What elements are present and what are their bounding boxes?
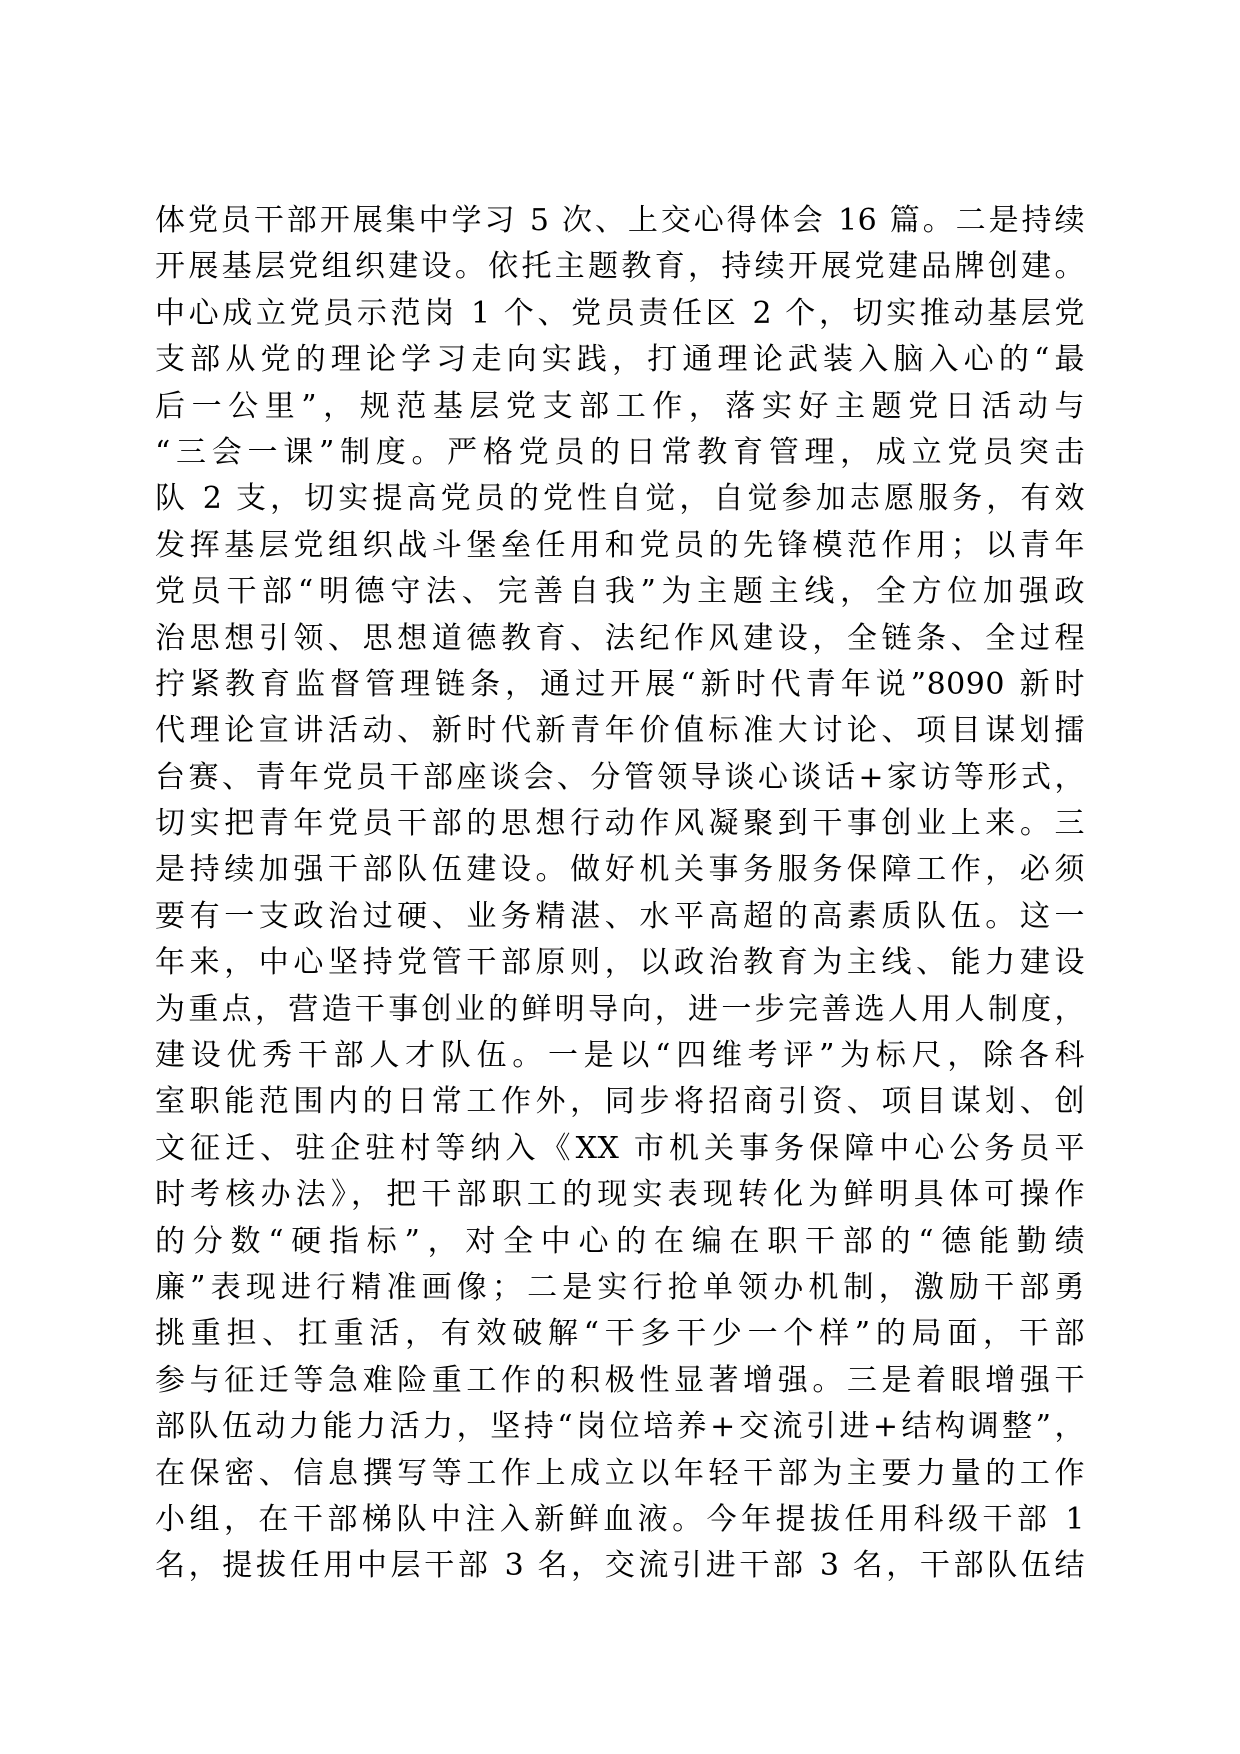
text-line: 小组，在干部梯队中注入新鲜血液。今年提拔任用科级干部 1 — [155, 1501, 1085, 1537]
text-line: 廉”表现进行精准画像；二是实行抢单领办机制，激励干部勇 — [155, 1269, 1085, 1305]
text-line: 开展基层党组织建设。依托主题教育，持续开展党建品牌创建。 — [155, 249, 1085, 285]
text-line: “三会一课”制度。严格党员的日常教育管理，成立党员突击 — [155, 434, 1085, 470]
text-line: 队 2 支，切实提高党员的党性自觉，自觉参加志愿服务，有效 — [155, 481, 1085, 517]
text-line: 是持续加强干部队伍建设。做好机关事务服务保障工作，必须 — [155, 852, 1085, 888]
text-line: 年来，中心坚持党管干部原则，以政治教育为主线、能力建设 — [155, 945, 1085, 981]
text-line: 参与征迁等急难险重工作的积极性显著增强。三是着眼增强干 — [155, 1362, 1085, 1398]
text-line: 挑重担、扛重活，有效破解“干多干少一个样”的局面，干部 — [155, 1316, 1085, 1352]
text-line: 要有一支政治过硬、业务精湛、水平高超的高素质队伍。这一 — [155, 898, 1085, 934]
text-line: 时考核办法》，把干部职工的现实表现转化为鲜明具体可操作 — [155, 1177, 1085, 1213]
text-line: 党员干部“明德守法、完善自我”为主题主线，全方位加强政 — [155, 574, 1085, 610]
body-text — [155, 198, 1085, 1590]
text-line: 室职能范围内的日常工作外，同步将招商引资、项目谋划、创 — [155, 1084, 1085, 1120]
text-line: 后一公里”，规范基层党支部工作，落实好主题党日活动与 — [155, 388, 1085, 424]
text-line: 发挥基层党组织战斗堡垒任用和党员的先锋模范作用；以青年 — [155, 527, 1085, 563]
text-line: 为重点，营造干事创业的鲜明导向，进一步完善选人用人制度， — [155, 991, 1085, 1027]
text-line: 中心成立党员示范岗 1 个、党员责任区 2 个，切实推动基层党 — [155, 295, 1085, 331]
text-line: 切实把青年党员干部的思想行动作风凝聚到干事创业上来。三 — [155, 806, 1085, 842]
text-line: 支部从党的理论学习走向实践，打通理论武装入脑入心的“最 — [155, 342, 1085, 378]
text-line: 代理论宣讲活动、新时代新青年价值标准大讨论、项目谋划擂 — [155, 713, 1085, 749]
text-line: 文征迁、驻企驻村等纳入《XX 市机关事务保障中心公务员平 — [155, 1130, 1085, 1166]
text-line: 建设优秀干部人才队伍。一是以“四维考评”为标尺，除各科 — [155, 1038, 1085, 1074]
text-line: 治思想引领、思想道德教育、法纪作风建设，全链条、全过程 — [155, 620, 1085, 656]
text-line: 的分数“硬指标”，对全中心的在编在职干部的“德能勤绩 — [155, 1223, 1085, 1259]
text-line: 拧紧教育监督管理链条，通过开展“新时代青年说”8090 新时 — [155, 666, 1085, 702]
text-line: 部队伍动力能力活力，坚持“岗位培养+交流引进+结构调整”， — [155, 1409, 1085, 1445]
text-line: 名，提拔任用中层干部 3 名，交流引进干部 3 名，干部队伍结 — [155, 1548, 1085, 1584]
text-line: 在保密、信息撰写等工作上成立以年轻干部为主要力量的工作 — [155, 1455, 1085, 1491]
text-line: 台赛、青年党员干部座谈会、分管领导谈心谈话+家访等形式， — [155, 759, 1085, 795]
text-line: 体党员干部开展集中学习 5 次、上交心得体会 16 篇。二是持续 — [155, 203, 1085, 238]
